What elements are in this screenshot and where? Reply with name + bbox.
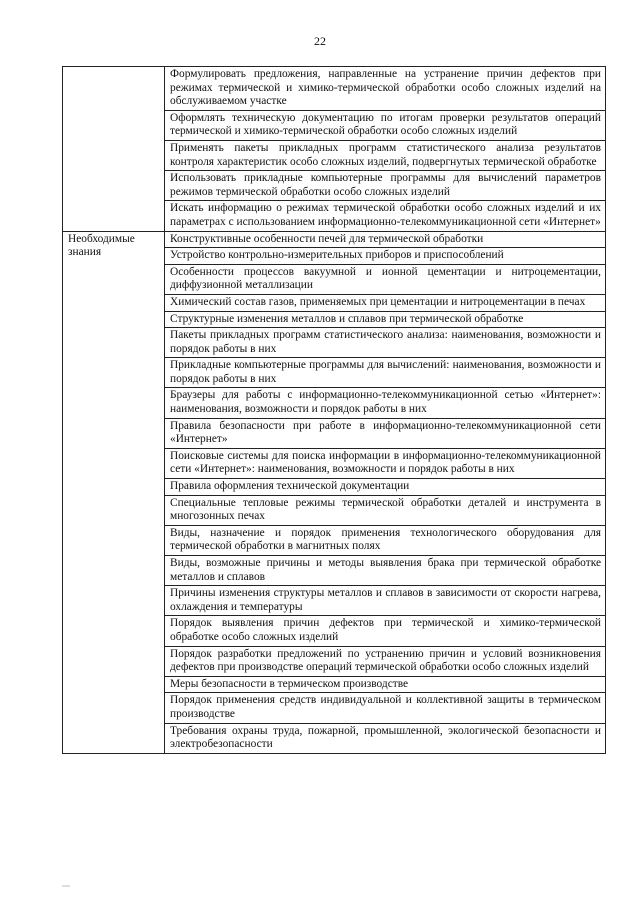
knowledge-label: Необходимые знания <box>63 231 165 753</box>
skills-item: Искать информацию о режимах термической обработки особо сложных изделий и их параметрах с использованием информационно-телекоммуникационной сети «Интернет» <box>165 201 606 231</box>
scan-mark <box>62 885 70 887</box>
knowledge-item: Правила безопасности при работе в информационно-телекоммуникационной сети «Интернет» <box>165 418 606 448</box>
knowledge-item: Поисковые системы для поиска информации в информационно-телекоммуникационной сети «Интернет»: наименования, возможности и порядок работы в них <box>165 448 606 478</box>
knowledge-item: Требования охраны труда, пожарной, промышленной, экологической безопасности и электробезопасности <box>165 723 606 753</box>
page-number: 22 <box>314 34 326 48</box>
knowledge-item: Порядок выявления причин дефектов при термической и химико-термической обработке особо сложных изделий <box>165 616 606 646</box>
skills-item: Применять пакеты прикладных программ статистического анализа результатов контроля характеристик особо сложных изделий, подвергнутых термической обработке <box>165 140 606 170</box>
knowledge-row <box>63 231 606 248</box>
skills-item: Оформлять техническую документацию по итогам проверки результатов операций термической и химико-термической обработки особо сложных изделий <box>165 110 606 140</box>
knowledge-item: Специальные тепловые режимы термической обработки деталей и инструмента в многозонных печах <box>165 495 606 525</box>
knowledge-item: Порядок разработки предложений по устранению причин и условий возникновения дефектов при производстве операций термической обработки особо сложных изделий <box>165 646 606 676</box>
knowledge-item: Пакеты прикладных программ статистического анализа: наименования, возможности и порядок работы в них <box>165 328 606 358</box>
knowledge-item: Особенности процессов вакуумной и ионной цементации и нитроцементации, диффузионной металлизации <box>165 264 606 294</box>
knowledge-item: Виды, назначение и порядок применения технологического оборудования для термической обработки в магнитных полях <box>165 525 606 555</box>
knowledge-item: Меры безопасности в термическом производстве <box>165 676 606 693</box>
knowledge-item: Причины изменения структуры металлов и сплавов в зависимости от скорости нагрева, охлаждения и температуры <box>165 586 606 616</box>
knowledge-item: Порядок применения средств индивидуальной и коллективной защиты в термическом производстве <box>165 693 606 723</box>
skills-item: Использовать прикладные компьютерные программы для вычислений параметров режимов термической обработки особо сложных изделий <box>165 171 606 201</box>
skills-label <box>63 67 165 232</box>
knowledge-item: Правила оформления технической документации <box>165 479 606 496</box>
requirements-table <box>62 66 606 754</box>
knowledge-item: Прикладные компьютерные программы для вычислений: наименования, возможности и порядок работы в них <box>165 358 606 388</box>
knowledge-item: Конструктивные особенности печей для термической обработки <box>165 231 606 248</box>
knowledge-item: Структурные изменения металлов и сплавов при термической обработке <box>165 311 606 328</box>
knowledge-item: Устройство контрольно-измерительных приборов и приспособлений <box>165 248 606 265</box>
knowledge-item: Браузеры для работы с информационно-телекоммуникационной сетью «Интернет»: наименования, возможности и порядок работы в них <box>165 388 606 418</box>
skills-row <box>63 67 606 111</box>
requirements-table-body <box>63 67 606 754</box>
knowledge-item: Виды, возможные причины и методы выявления брака при термической обработке металлов и сплавов <box>165 556 606 586</box>
skills-item: Формулировать предложения, направленные на устранение причин дефектов при режимах термической и химико-термической обработки особо сложных изделий на обслуживаемом участке <box>165 67 606 111</box>
knowledge-item: Химический состав газов, применяемых при цементации и нитроцементации в печах <box>165 294 606 311</box>
